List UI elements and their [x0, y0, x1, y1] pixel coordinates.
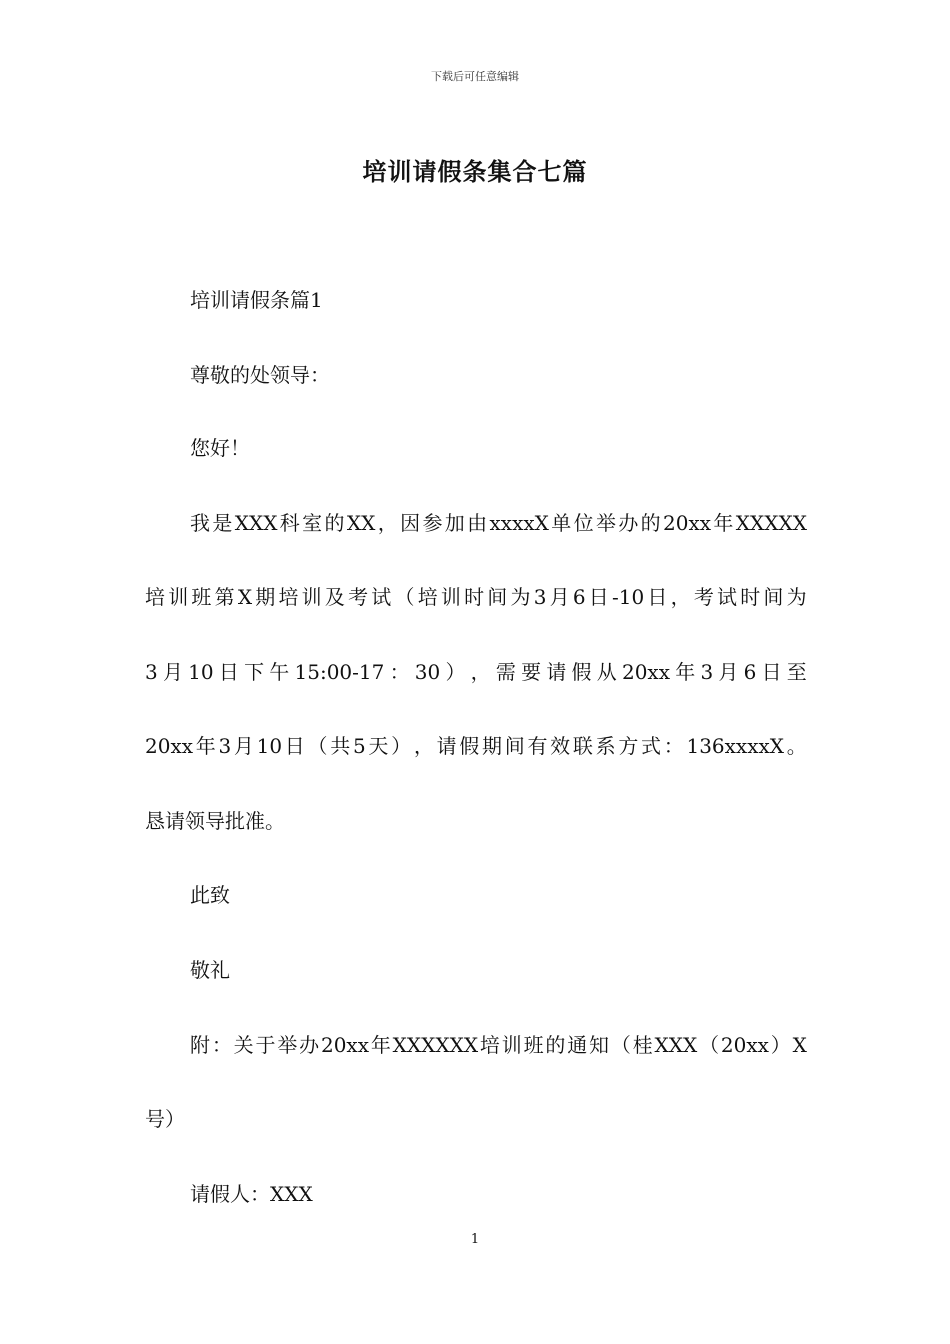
- body-line-2: 培 训 班 第 X 期 培 训 及 考 试 （ 培 训 时 间 为 3 月 6 日 -10 日 ， 考 试 时 间 为: [145, 585, 807, 609]
- section-heading: 培训请假条篇1: [190, 288, 323, 312]
- greeting: 您好！: [190, 436, 250, 460]
- body-line-1: 我 是 XXX 科 室 的 XX ， 因 参 加 由 xxxxX 单 位 举 办 的 20xx 年 XXXXX: [190, 511, 807, 535]
- attachment-line-1: 附 ： 关 于 举 办 20xx 年 XXXXXX 培 训 班 的 通 知 （ 桂 XXX （ 20xx ） X: [190, 1033, 807, 1057]
- salutation: 尊敬的处领导：: [190, 363, 330, 387]
- page-number: 1: [470, 1232, 480, 1247]
- applicant-line: 请假人：XXX: [190, 1182, 313, 1206]
- header-note: 下载后可任意编辑: [431, 70, 519, 83]
- attachment-line-2: 号）: [145, 1107, 185, 1131]
- closing-line-1: 此致: [190, 883, 230, 907]
- body-line-5: 恳请领导批准。: [145, 809, 285, 833]
- body-line-4: 20xx 年 3 月 10 日 （ 共 5 天 ） ， 请 假 期 间 有 效 联 系 方 式 ： 136xxxxX 。: [145, 734, 807, 758]
- document-title: 培训请假条集合七篇: [362, 157, 588, 186]
- body-line-3: 3 月 10 日 下 午 15:00-17 ： 30 ） ， 需 要 请 假 从 20xx 年 3 月 6 日 至: [145, 660, 807, 684]
- closing-line-2: 敬礼: [190, 958, 230, 982]
